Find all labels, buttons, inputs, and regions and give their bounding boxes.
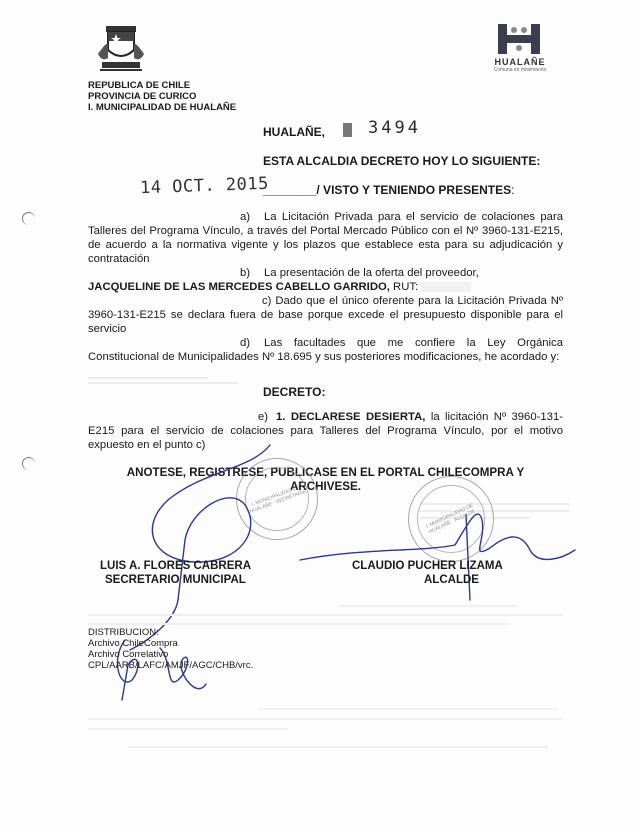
distribution-item: Archivo ChileCompra [88,638,178,649]
paragraph-b-label: b) [239,267,250,279]
right-signer-name: CLAUDIO PUCHER LIZAMA [352,560,503,572]
left-signer-title: SECRETARIO MUNICIPAL [105,574,246,586]
right-signature-stroke [300,514,575,560]
letterhead-country: REPUBLICA DE CHILE [88,80,191,91]
left-signer-name: LUIS A. FLORES CABRERA [100,560,251,572]
distribution-item: CPL/AARB/LAFC/AMJF/AGC/CHB/vrc. [88,660,254,671]
decree-number: 3494 [368,118,421,138]
right-signature-mark [466,515,470,600]
decree-intro: ESTA ALCALDIA DECRETO HOY LO SIGUIENTE: [263,154,541,168]
logo-tagline: Comuna en movimiento [493,67,547,73]
lower-bleed-through [88,700,563,756]
decreto-heading: DECRETO: [263,385,326,399]
logo-name: HUALAÑE [494,57,546,67]
distribution-heading: DISTRIBUCION: [88,627,159,638]
paragraph-a-label: a) [239,211,250,223]
letterhead-municipality: I. MUNICIPALIDAD DE HUALAÑE [88,102,237,113]
provider-rut-label: RUT: [393,281,419,293]
closing-line-2: ARCHIVESE. [290,480,361,493]
alcalde-stamp-text: I. MUNICIPALIDAD DE HUALAÑE · ALCALDE [425,502,477,536]
provider-name: JACQUELINE DE LAS MERCEDES CABELLO GARRIDO, [88,281,390,293]
visto-colon: : [511,183,515,197]
closing-line-1: ANOTESE, REGISTRESE, PUBLICASE EN EL PORTAL CHILECOMPRA Y [126,466,525,479]
paragraph-c: c) Dado que el único oferente para la Licitación Privada Nº 3960-131-E215 se declara fuera de base porque excede el presupuesto disponible para el servicio [88,295,563,335]
right-signer-title: ALCALDE [424,574,479,586]
paragraph-d-text: Las facultades que me confiere la Ley Orgánica Constitucional de Municipalidades Nº 18.695 y sus posteriores modificaciones, he acordado y: [88,337,563,363]
distribution-item: Archivo Correlativo [88,649,169,660]
visto-heading: / VISTO Y TENIENDO PRESENTES [316,183,512,197]
paragraph-d-label: d) [239,337,250,349]
date-stamp: 14 OCT. 2015 [139,173,270,199]
paragraph-e-label: e) [257,411,268,423]
paragraph-e-text: la licitación Nº 3960-131-E215 para el servicio de colaciones para Talleres del Programa Vínculo, por el motivo expuesto en el punto c) [88,411,563,451]
paragraph-e-bold: 1. DECLARESE DESIERTA, [276,411,426,423]
visto-blank: ________ [263,183,317,197]
reverse-side-bleed [88,598,563,632]
letterhead-province: PROVINCIA DE CURICO [88,91,197,102]
paragraph-a-text: La Licitación Privada para el servicio de colaciones para Talleres del Programa Vínculo, a través del Portal Mercado Público con el Nº 3960-131-E215, de acuerdo a la normativa vigente y los plazos que establece esta para su adjudicación y contratación [88,211,563,265]
paragraph-b-text: La presentación de la oferta del proveedor, [264,267,479,279]
secretaria-stamp-text: I. MUNICIPALIDAD DE HUALAÑE · SECRETARIA [248,484,308,515]
decree-place: HUALAÑE, [263,125,325,139]
